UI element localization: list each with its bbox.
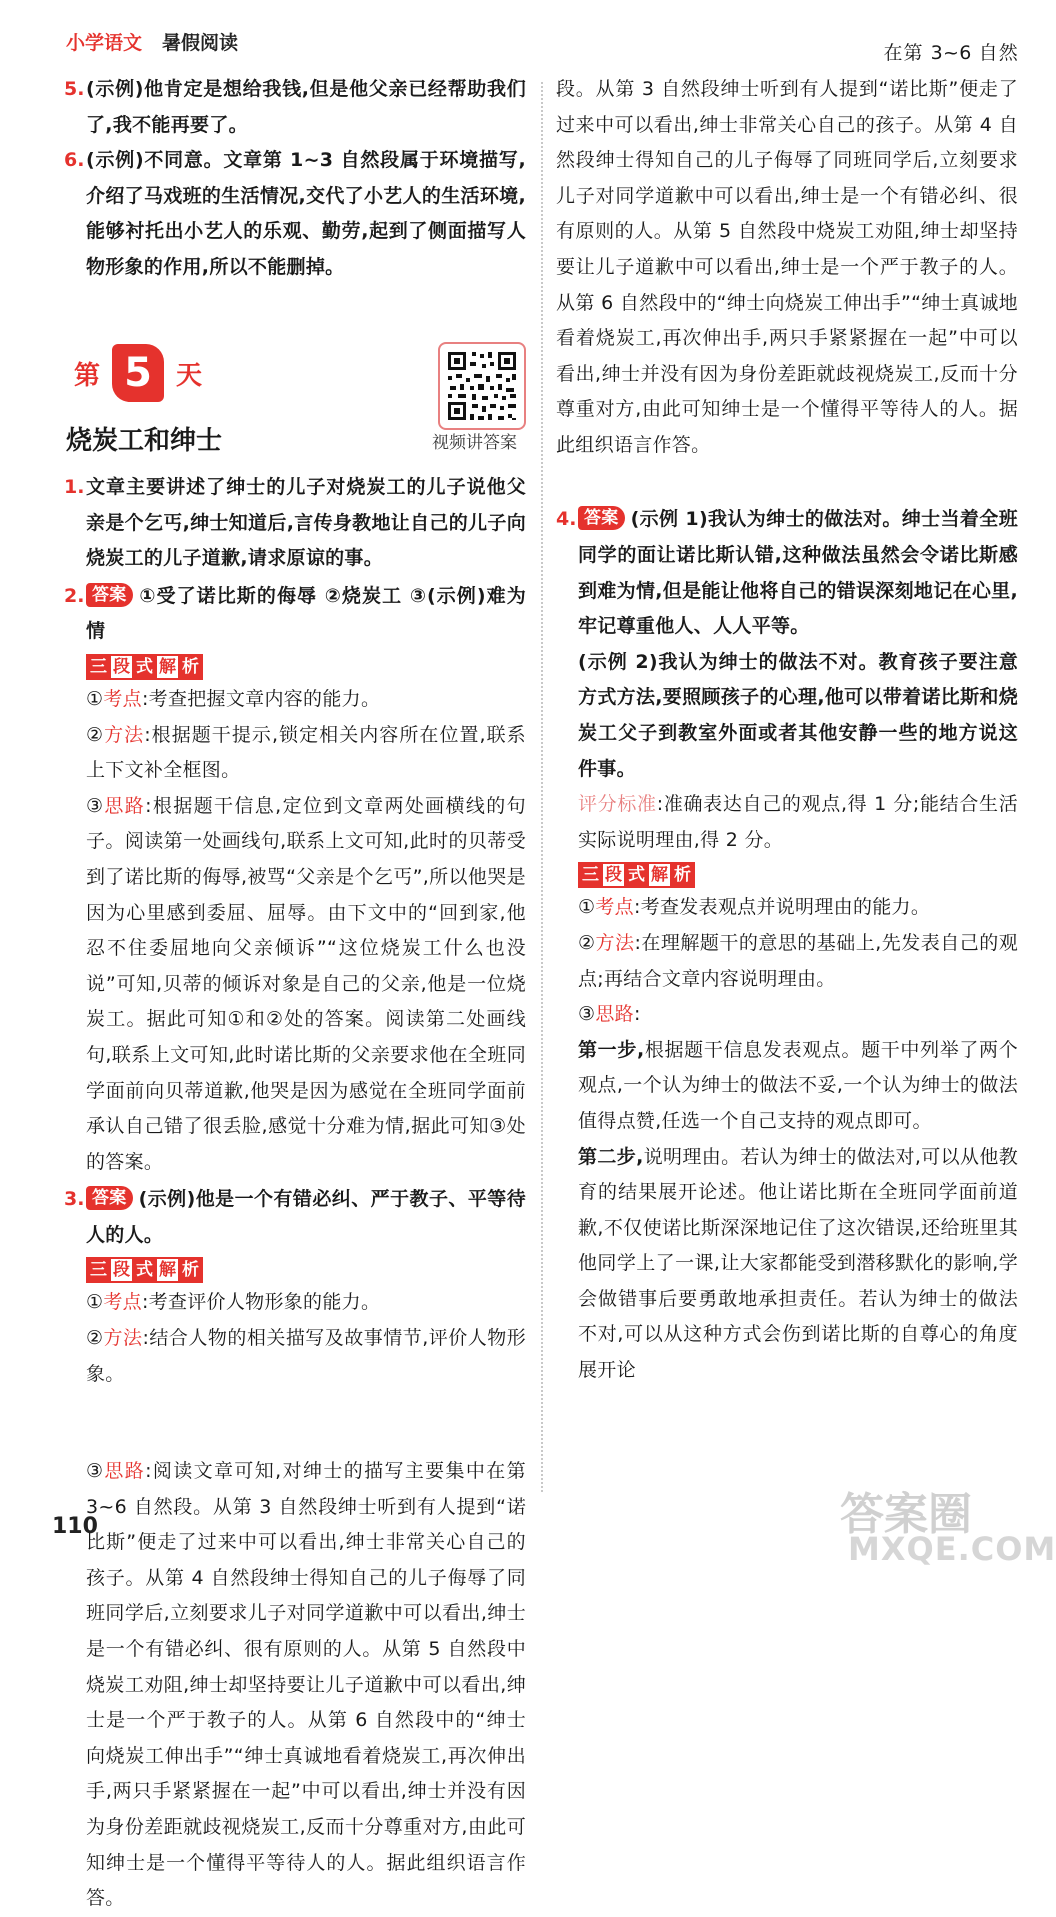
header-book: 暑假阅读 — [162, 31, 239, 54]
question-4-answer-2: (示例 2)我认为绅士的做法不对。教育孩子要注意方式方法,要照顾孩子的心理,他可以带着诺比斯和烧炭工父子到教室外面或者其他安静一些的地方说这件事。 — [578, 650, 1018, 780]
answer-text: (示例)他是一个有错必纠、严于教子、平等待人的人。 — [86, 1188, 526, 1246]
question-4 — [556, 502, 1018, 1388]
step-2: 第二步,说明理由。若认为绅士的做法对,可以从他教育的结果展开论述。他让诺比斯在全班同学面前道歉,不仅使诺比斯深深地记住了这次错误,还给班里其他同学上了一课,让大家都能受到潜移默化的影响,学会做错事后要勇敢地承担责任。若认为绅士的做法不对,可以从这种方式会伤到诺比斯的自尊心的角度展开论 — [578, 1145, 1018, 1382]
day-prefix: 第 — [74, 360, 101, 391]
column-separator — [541, 82, 543, 1492]
qr-code[interactable] — [438, 342, 526, 430]
item-number: 6. — [64, 149, 85, 172]
question-number: 3. — [64, 1188, 85, 1211]
q3-silu-text: 阅读文章可知,对绅士的描写主要集中在第 3~6 自然段。从第 3 自然段绅士听到有人提到“诺比斯”便走了过来中可以看出,绅士非常关心自己的孩子。从第 4 自然段绅士得知自己的儿子侮辱了同班同学后,立刻要求儿子对同学道歉中可以看出,绅士是一个有错必纠、很有原则的人。从第 5 自然段中烧炭工劝阻,绅士却坚持要让儿子道歉中可以看出,绅士是一个严于教子的人。从第 6 自然段中的“绅士向烧炭工伸出手”“绅士真诚地看着烧炭工,再次伸出手,两只手紧紧握在一起”中可以看出,绅士并没有因为身份差距就歧视烧炭工,反而十分尊重对方,由此可知绅士是一个懂得平等待人的人。据此组织语言作答。 — [86, 1460, 526, 1910]
page-number: 110 — [52, 1514, 98, 1539]
question-3 — [64, 1182, 526, 1392]
question-2-answer — [86, 579, 526, 650]
watermark-logo: 答案圈 — [840, 1489, 972, 1540]
question-3-answer — [86, 1182, 526, 1253]
question-number: 4. — [556, 508, 577, 531]
qr-code-icon — [440, 344, 524, 428]
q3-silu-continuation — [556, 36, 1018, 498]
answer-tag: 答案 — [578, 506, 625, 530]
item-text: (示例)不同意。文章第 1~3 自然段属于环境描写,介绍了马戏班的生活情况,交代了小艺人的生活环境,能够衬托出小艺人的乐观、勤劳,起到了侧面描写人物形象的作用,所以不能删掉。 — [86, 149, 526, 278]
analysis-tag: 三 段 式 解 析 — [86, 1257, 201, 1283]
kaodian-line: ①考点:考查发表观点并说明理由的能力。 — [578, 896, 931, 919]
kaodian-line: ①考点:考查评价人物形象的能力。 — [86, 1291, 381, 1314]
silu-line: ③思路: — [578, 1003, 641, 1026]
question-1-answer: 文章主要讲述了绅士的儿子对烧炭工的儿子说他父亲是个乞丐,绅士知道后,言传身教地让自己的儿子向烧炭工的儿子道歉,请求原谅的事。 — [86, 476, 526, 570]
left-column — [64, 72, 526, 286]
pingfen-line: 评分标准:准确表达自己的观点,得 1 分;能结合生活实际说明理由,得 2 分。 — [578, 793, 1018, 851]
question-1 — [64, 470, 526, 577]
watermark-url: MXQE.COM — [848, 1530, 1056, 1568]
day-number: 5 — [112, 344, 164, 402]
analysis-tag: 三 段 式 解 析 — [578, 862, 693, 888]
qr-caption: 视频讲答案 — [432, 433, 517, 453]
fangfa-line: ②方法:在理解题干的意思的基础上,先发表自己的观点;再结合文章内容说明理由。 — [578, 931, 1018, 990]
page-header — [66, 26, 238, 56]
q3-silu-start: ③思路:阅读文章可知,对绅士的描写主要集中在第 3~6 自然段。从第 3 自然段绅士听到有人提到“诺比斯”便走了过来中可以看出,绅士非常关心自己的孩子。从第 4 自然段绅士得知自己的儿子侮辱了同班同学后,立刻要求儿子对同学道歉中可以看出,绅士是一个有错必纠、很有原则的人。从第 5 自然段中烧炭工劝阻,绅士却坚持要让儿子道歉中可以看出,绅士是一个严于教子的人。从第 6 自然段中的“绅士向烧炭工伸出手”“绅士真诚地看着烧炭工,再次伸出手,两只手紧紧握在一起”中可以看出,绅士并没有因为身份差距就歧视烧炭工,反而十分尊重对方,由此可知绅士是一个懂得平等待人的人。据此组织语言作答。 — [86, 1460, 526, 1910]
question-4-answer-1: 答案 (示例 1)我认为绅士的做法对。绅士当着全班同学的面让诺比斯认错,这种做法虽然会令诺比斯感到难为情,但是能让他将自己的错误深刻地记在心里,牢记尊重他人、人人平等。 — [578, 508, 1018, 638]
day-badge — [74, 344, 202, 402]
answer-item-5 — [64, 72, 526, 143]
fangfa-line: ②方法:结合人物的相关描写及故事情节,评价人物形象。 — [86, 1327, 526, 1385]
right-column — [556, 42, 1019, 1389]
silu-line: ③思路:根据题干信息,定位到文章两处画横线的句子。阅读第一处画线句,联系上文可知,此时的贝蒂受到了诺比斯的侮辱,被骂“父亲是个乞丐”,所以他哭是因为心里感到委屈、屈辱。由下文中的“回到家,他忍不住委屈地向父亲倾诉”“这位烧炭工什么也没说”可知,贝蒂的倾诉对象是自己的父亲,他是一位烧炭工。据此可知①和②处的答案。阅读第二处画线句,联系上文可知,此时诺比斯的父亲要求他在全班同学面前向贝蒂道歉,他哭是因为感觉在全班同学面前承认自己错了很丢脸,感觉十分难为情,据此可知③处的答案。 — [86, 794, 526, 1173]
day-suffix: 天 — [176, 360, 203, 391]
kaodian-line: ①考点:考查把握文章内容的能力。 — [86, 687, 381, 710]
item-number: 5. — [64, 78, 85, 100]
lesson-title: 烧炭工和绅士 — [66, 426, 223, 456]
left-column-lower — [64, 470, 526, 1392]
question-2 — [64, 579, 526, 1181]
item-text: (示例)他肯定是想给我钱,但是他父亲已经帮助我们了,我不能再要了。 — [86, 78, 526, 136]
question-number: 2. — [64, 584, 85, 607]
answer-tag: 答案 — [86, 1186, 133, 1210]
fangfa-line: ②方法:根据题干提示,锁定相关内容所在位置,联系上下文补全框图。 — [86, 723, 526, 782]
answer-text: ①受了诺比斯的侮辱 ②烧炭工 ③(示例)难为情 — [86, 584, 526, 643]
answer-tag: 答案 — [86, 583, 133, 607]
analysis-tag: 三 段 式 解 析 — [86, 654, 201, 680]
question-number: 1. — [64, 476, 85, 498]
q3-silu-rest: 在第 3~6 自然段。从第 3 自然段绅士听到有人提到“诺比斯”便走了过来中可以看出,绅士非常关心自己的孩子。从第 4 自然段绅士得知自己的儿子侮辱了同班同学后,立刻要求儿子对同学道歉中可以看出,绅士是一个有错必纠、很有原则的人。从第 5 自然段中烧炭工劝阻,绅士却坚持要让儿子道歉中可以看出,绅士是一个严于教子的人。从第 6 自然段中的“绅士向烧炭工伸出手”“绅士真诚地看着烧炭工,再次伸出手,两只手紧紧握在一起”中可以看出,绅士并没有因为身份差距就歧视烧炭工,反而十分尊重对方,由此可知绅士是一个懂得平等待人的人。据此组织语言作答。 — [556, 42, 1018, 456]
answer-item-6 — [64, 143, 526, 285]
step-1: 第一步,根据题干信息发表观点。题干中列举了两个观点,一个认为绅士的做法不妥,一个认为绅士的做法值得点赞,任选一个自己支持的观点即可。 — [578, 1038, 1019, 1132]
header-subject: 小学语文 — [66, 31, 143, 54]
